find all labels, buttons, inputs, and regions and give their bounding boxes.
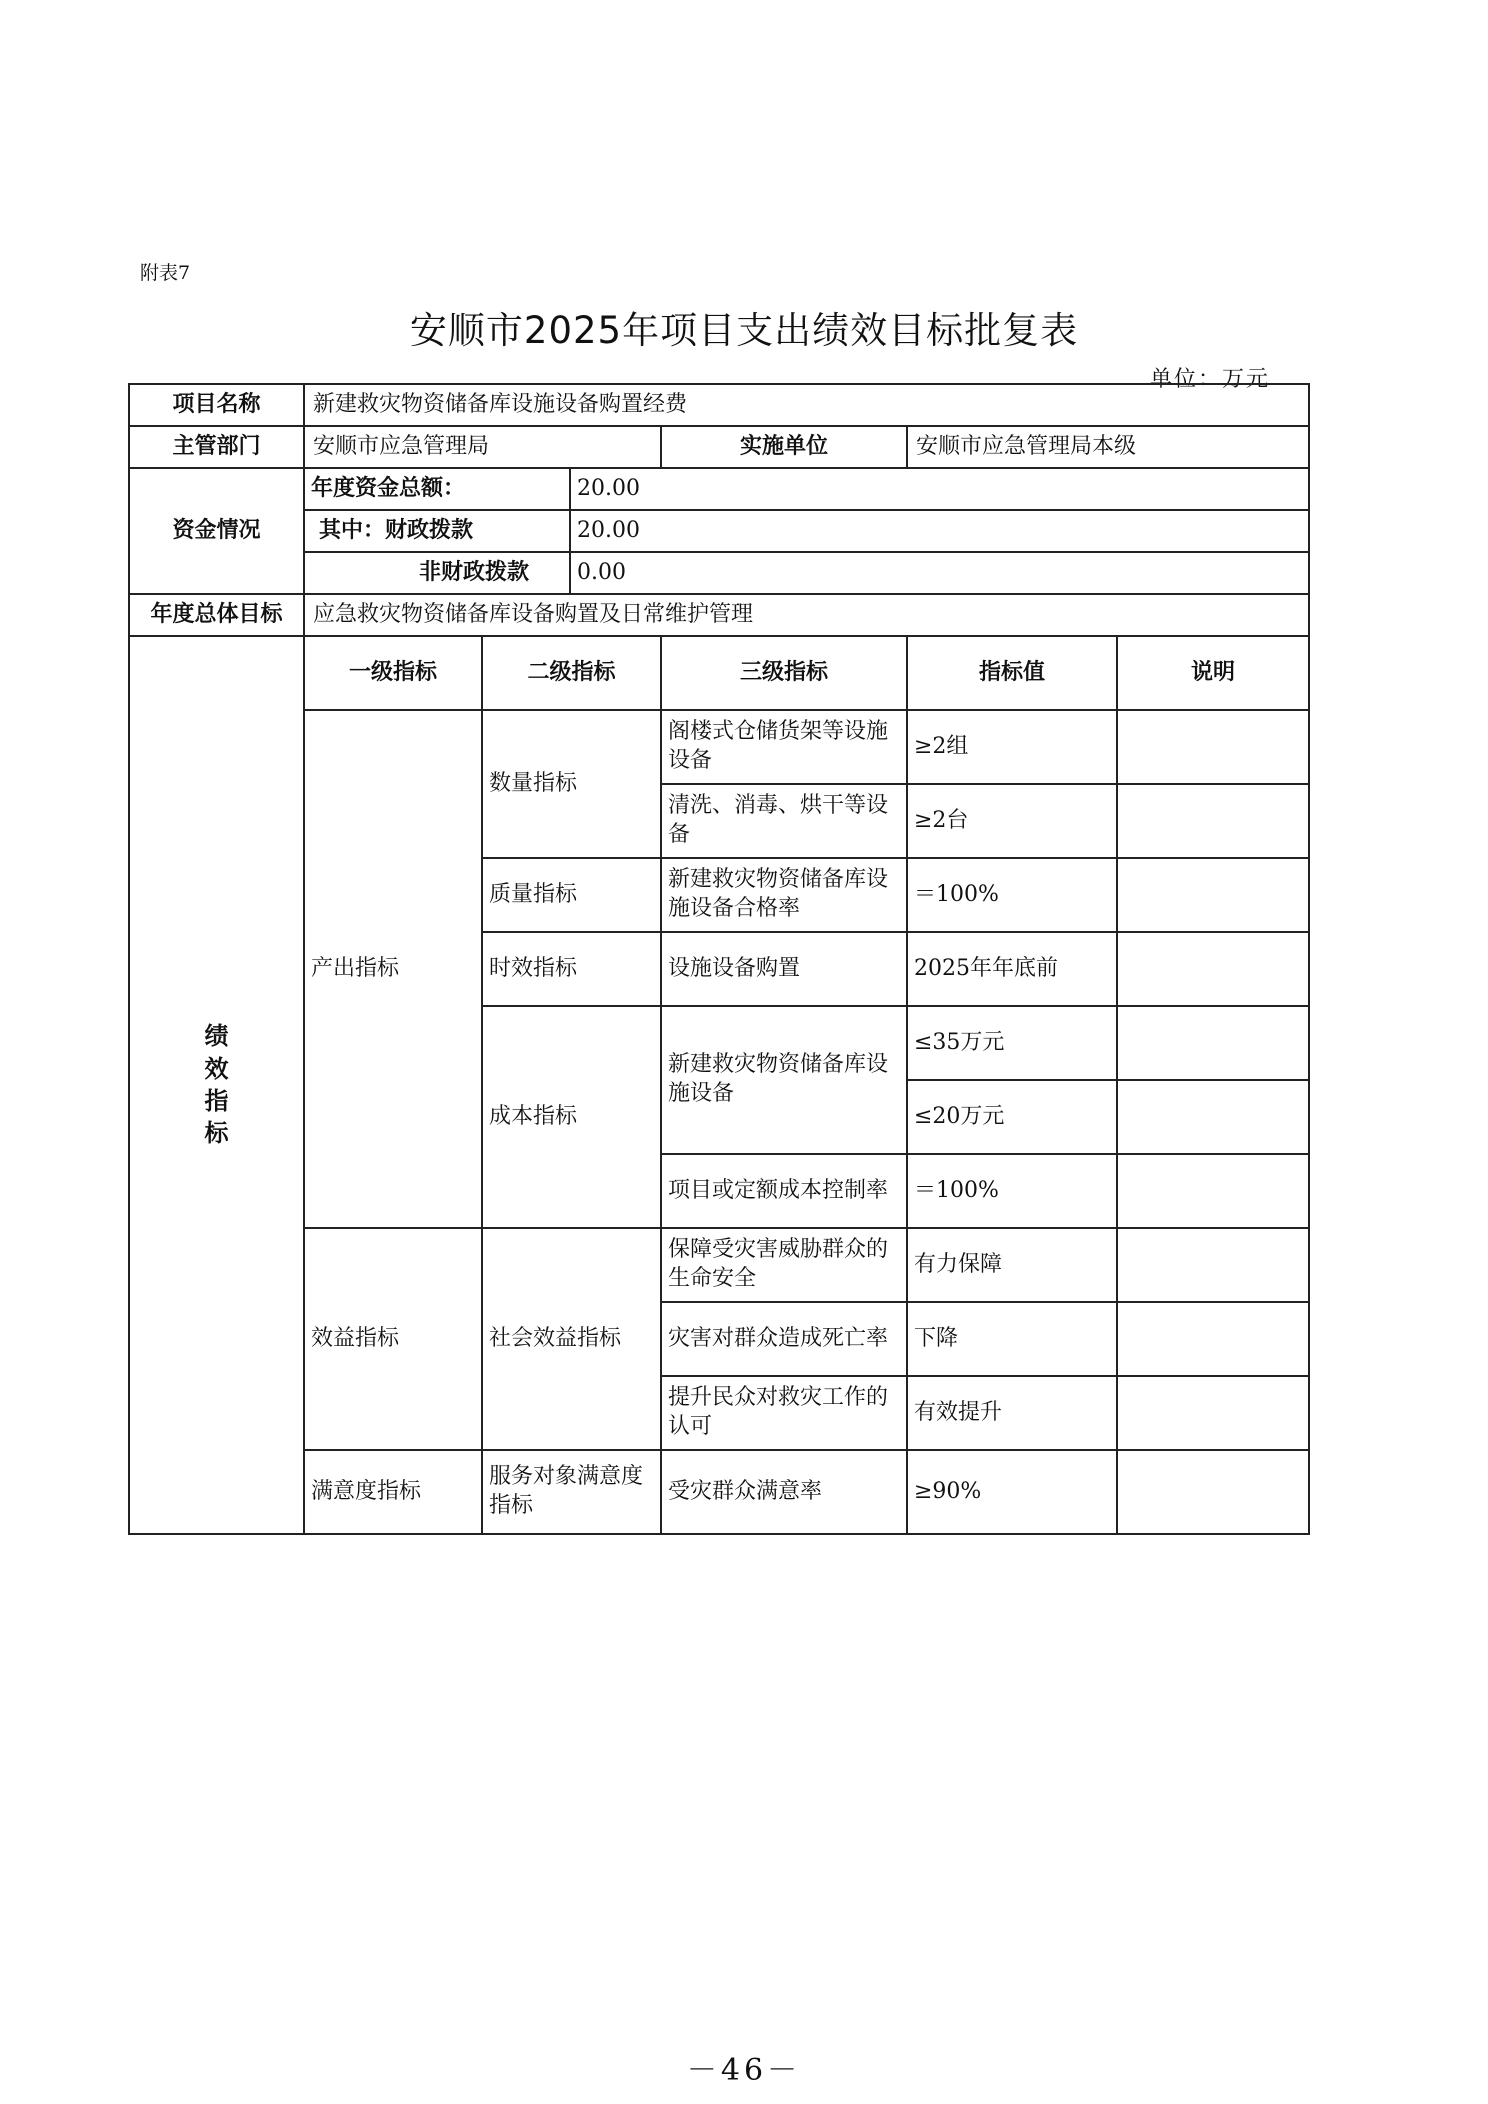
goal-value: 应急救灾物资储备库设备购置及日常维护管理: [304, 594, 1309, 636]
l3-cell: 保障受灾害威胁群众的生命安全: [661, 1228, 907, 1302]
value-cell: 有力保障: [907, 1228, 1117, 1302]
header-value: 指标值: [907, 636, 1117, 710]
goal-row: [129, 594, 1309, 636]
table-row: [129, 1450, 1309, 1534]
table-row: [129, 710, 1309, 784]
header-l1: 一级指标: [304, 636, 482, 710]
l2-service: 服务对象满意度指标: [482, 1450, 661, 1534]
note-cell: [1117, 784, 1309, 858]
goal-label: 年度总体目标: [129, 594, 304, 636]
project-label: 项目名称: [129, 384, 304, 426]
note-cell: [1117, 1302, 1309, 1376]
value-cell: ≤35万元: [907, 1006, 1117, 1080]
funds-nonfiscal-label: 非财政拨款: [304, 552, 570, 594]
dept-label: 主管部门: [129, 426, 304, 468]
l3-cell: 项目或定额成本控制率: [661, 1154, 907, 1228]
header-note: 说明: [1117, 636, 1309, 710]
project-value: 新建救灾物资储备库设施设备购置经费: [304, 384, 1309, 426]
l3-cell: 提升民众对救灾工作的认可: [661, 1376, 907, 1450]
note-cell: [1117, 932, 1309, 1006]
table-row: [129, 1228, 1309, 1302]
l1-benefit: 效益指标: [304, 1228, 482, 1450]
l3-cell: 新建救灾物资储备库设施设备: [661, 1006, 907, 1154]
value-cell: ＝100%: [907, 858, 1117, 932]
l3-cell: 清洗、消毒、烘干等设备: [661, 784, 907, 858]
impl-value: 安顺市应急管理局本级: [907, 426, 1309, 468]
value-cell: ≥90%: [907, 1450, 1117, 1534]
l3-cell: 新建救灾物资储备库设施设备合格率: [661, 858, 907, 932]
perf-label: 绩效指标: [204, 1022, 229, 1148]
funds-nonfiscal-value: 0.00: [570, 552, 1309, 594]
l3-cell: 设施设备购置: [661, 932, 907, 1006]
funds-fiscal-value: 20.00: [570, 510, 1309, 552]
l3-cell: 阁楼式仓储货架等设施设备: [661, 710, 907, 784]
l1-output: 产出指标: [304, 710, 482, 1228]
project-row: [129, 384, 1309, 426]
value-cell: 有效提升: [907, 1376, 1117, 1450]
note-cell: [1117, 858, 1309, 932]
l2-quantity: 数量指标: [482, 710, 661, 858]
page-number: －46－: [686, 2053, 802, 2088]
note-cell: [1117, 1154, 1309, 1228]
dept-value: 安顺市应急管理局: [304, 426, 661, 468]
funds-total-label: 年度资金总额：: [304, 468, 570, 510]
funds-total-value: 20.00: [570, 468, 1309, 510]
dept-row: [129, 426, 1309, 468]
value-cell: 2025年年底前: [907, 932, 1117, 1006]
value-cell: ≤20万元: [907, 1080, 1117, 1154]
funds-fiscal-label: 其中：财政拨款: [304, 510, 570, 552]
note-cell: [1117, 1376, 1309, 1450]
note-cell: [1117, 1450, 1309, 1534]
l1-satisfaction: 满意度指标: [304, 1450, 482, 1534]
funds-nonfiscal-row: [129, 552, 1309, 594]
l3-cell: 受灾群众满意率: [661, 1450, 907, 1534]
page-title: 安顺市2025年项目支出绩效目标批复表: [409, 309, 1079, 352]
note-cell: [1117, 1228, 1309, 1302]
value-cell: 下降: [907, 1302, 1117, 1376]
l2-timeliness: 时效指标: [482, 932, 661, 1006]
note-cell: [1117, 1080, 1309, 1154]
note-cell: [1117, 710, 1309, 784]
header-l3: 三级指标: [661, 636, 907, 710]
perf-header-row: [129, 636, 1309, 710]
funds-fiscal-row: [129, 510, 1309, 552]
l2-quality: 质量指标: [482, 858, 661, 932]
l3-cell: 灾害对群众造成死亡率: [661, 1302, 907, 1376]
l2-social: 社会效益指标: [482, 1228, 661, 1450]
perf-label-cell: [129, 636, 304, 1534]
attachment-label: 附表7: [140, 262, 191, 284]
unit-label: 单位：万元: [1150, 367, 1271, 392]
value-cell: ≥2台: [907, 784, 1117, 858]
funds-total-row: [129, 468, 1309, 510]
header-l2: 二级指标: [482, 636, 661, 710]
l2-cost: 成本指标: [482, 1006, 661, 1228]
funds-label: 资金情况: [129, 468, 304, 594]
value-cell: ＝100%: [907, 1154, 1117, 1228]
note-cell: [1117, 1006, 1309, 1080]
performance-table: [128, 383, 1310, 1535]
value-cell: ≥2组: [907, 710, 1117, 784]
impl-label: 实施单位: [661, 426, 907, 468]
